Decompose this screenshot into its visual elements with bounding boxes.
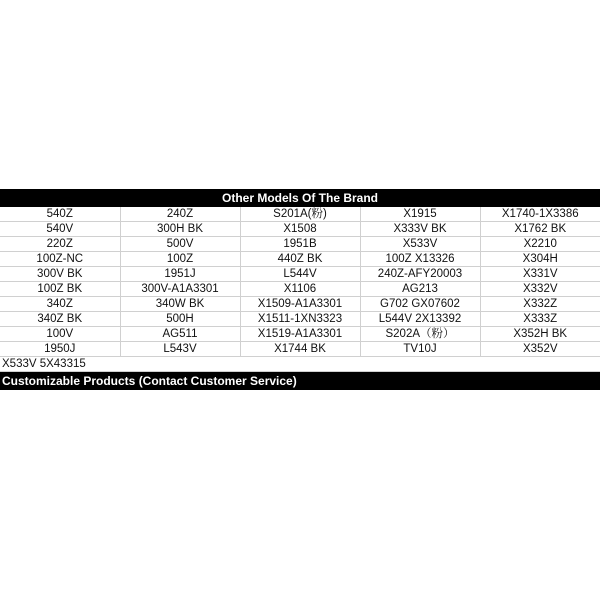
model-cell: 1951B: [240, 237, 360, 252]
models-sheet: [0, 189, 600, 390]
model-cell: X533V: [360, 237, 480, 252]
model-cell: 100Z X13326: [360, 252, 480, 267]
table-row: [0, 222, 600, 237]
model-cell: X1106: [240, 282, 360, 297]
table-row: [0, 207, 600, 222]
model-cell: 240Z-AFY20003: [360, 267, 480, 282]
table-row: [0, 282, 600, 297]
model-cell: X1915: [360, 207, 480, 222]
footer-title: Customizable Products (Contact Customer Service): [0, 372, 600, 390]
model-cell: X332V: [480, 282, 600, 297]
table-row: [0, 252, 600, 267]
model-cell: X333V BK: [360, 222, 480, 237]
model-cell: 500H: [120, 312, 240, 327]
model-cell: X332Z: [480, 297, 600, 312]
model-cell: X1744 BK: [240, 342, 360, 357]
model-cell: 340Z: [0, 297, 120, 312]
table-row: [0, 327, 600, 342]
table-row: [0, 237, 600, 252]
table-row: [0, 312, 600, 327]
model-cell: L543V: [120, 342, 240, 357]
model-cell: 100Z-NC: [0, 252, 120, 267]
model-cell: S202A（粉）: [360, 327, 480, 342]
model-cell: X304H: [480, 252, 600, 267]
model-cell: AG213: [360, 282, 480, 297]
model-cell: 340W BK: [120, 297, 240, 312]
table-row: [0, 267, 600, 282]
model-cell: 1951J: [120, 267, 240, 282]
model-cell: X352H BK: [480, 327, 600, 342]
model-cell: L544V 2X13392: [360, 312, 480, 327]
model-cell: X1519-A1A3301: [240, 327, 360, 342]
table-row: [0, 297, 600, 312]
model-cell: 300H BK: [120, 222, 240, 237]
model-cell: X352V: [480, 342, 600, 357]
model-cell: 440Z BK: [240, 252, 360, 267]
model-cell: S201A(粉): [240, 207, 360, 222]
model-cell: X331V: [480, 267, 600, 282]
model-cell: 540Z: [0, 207, 120, 222]
model-cell: X1508: [240, 222, 360, 237]
extra-model-row: X533V 5X43315: [0, 357, 600, 372]
model-cell: 100Z: [120, 252, 240, 267]
sheet-title: Other Models Of The Brand: [0, 189, 600, 207]
model-cell: X1509-A1A3301: [240, 297, 360, 312]
model-cell: X333Z: [480, 312, 600, 327]
model-cell: 300V-A1A3301: [120, 282, 240, 297]
model-cell: 300V BK: [0, 267, 120, 282]
model-cell: L544V: [240, 267, 360, 282]
model-cell: 340Z BK: [0, 312, 120, 327]
models-table: [0, 207, 600, 357]
model-cell: X1511-1XN3323: [240, 312, 360, 327]
model-cell: X1740-1X3386: [480, 207, 600, 222]
model-cell: X1762 BK: [480, 222, 600, 237]
model-cell: G702 GX07602: [360, 297, 480, 312]
model-cell: 100Z BK: [0, 282, 120, 297]
model-cell: AG511: [120, 327, 240, 342]
table-row: [0, 342, 600, 357]
model-cell: 240Z: [120, 207, 240, 222]
model-cell: 220Z: [0, 237, 120, 252]
model-cell: X2210: [480, 237, 600, 252]
model-cell: 540V: [0, 222, 120, 237]
model-cell: TV10J: [360, 342, 480, 357]
model-cell: 1950J: [0, 342, 120, 357]
model-cell: 100V: [0, 327, 120, 342]
model-cell: 500V: [120, 237, 240, 252]
